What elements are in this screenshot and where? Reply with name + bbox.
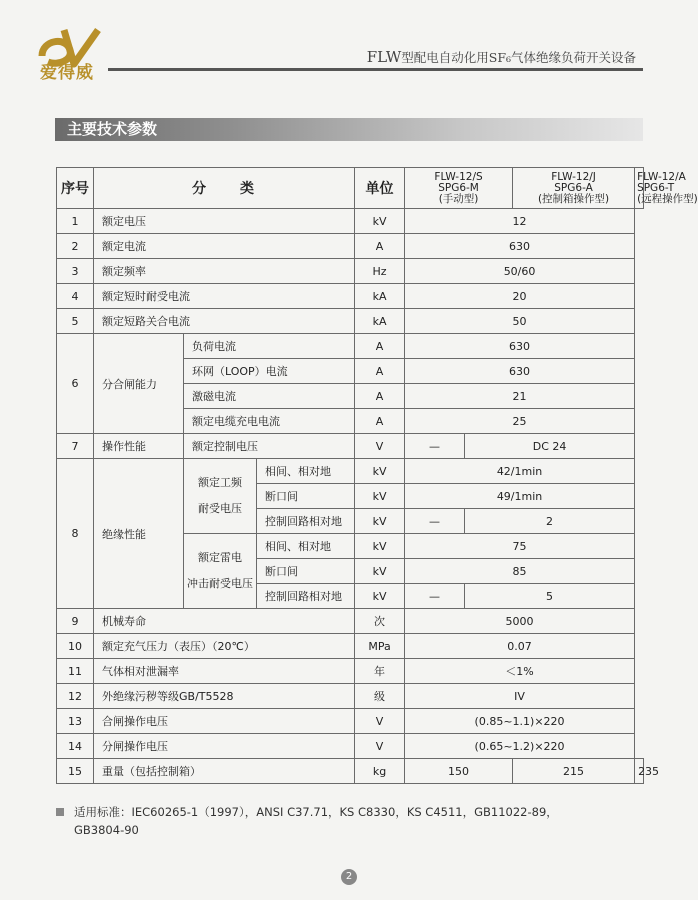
row-unit: kV (355, 509, 405, 534)
row-value: 21 (405, 384, 635, 409)
section-title: 主要技术参数 (67, 120, 158, 138)
row-value-models-ja: DC 24 (465, 434, 635, 459)
row-value-models-ja: 5 (465, 584, 635, 609)
row-number: 1 (57, 209, 94, 234)
row-unit: kA (355, 309, 405, 334)
row-name: 额定短路关合电流 (94, 309, 355, 334)
technical-parameters-table (56, 167, 698, 784)
row-number: 9 (57, 609, 94, 634)
header-model-s: FLW-12/S SPG6-M (手动型) (405, 168, 513, 209)
row-unit: kV (355, 584, 405, 609)
row-name: 气体相对泄漏率 (94, 659, 355, 684)
row-value: (0.65~1.2)×220 (405, 734, 635, 759)
row-number: 8 (57, 459, 94, 609)
company-logo-text: 爱得威 (40, 63, 94, 83)
row-number: 13 (57, 709, 94, 734)
row-number: 7 (57, 434, 94, 459)
row-value: 5000 (405, 609, 635, 634)
row-number: 11 (57, 659, 94, 684)
row-value-model-s: — (405, 434, 465, 459)
row-value: 42/1min (405, 459, 635, 484)
row-number: 5 (57, 309, 94, 334)
row-name: 机械寿命 (94, 609, 355, 634)
row-unit: Hz (355, 259, 405, 284)
table-row (57, 609, 644, 634)
table-row (57, 759, 644, 784)
row-value: 20 (405, 284, 635, 309)
row-unit: V (355, 734, 405, 759)
row-number: 10 (57, 634, 94, 659)
row-value: 0.07 (405, 634, 635, 659)
standards-line-2: GB3804-90 (74, 823, 139, 837)
header-index: 序号 (57, 168, 94, 209)
sub-row-name: 控制回路相对地 (257, 509, 355, 534)
row-number: 3 (57, 259, 94, 284)
table-row (57, 234, 644, 259)
header-category: 分 类 (94, 168, 355, 209)
row-unit: kA (355, 284, 405, 309)
table-row (57, 309, 644, 334)
header-rule (108, 68, 643, 71)
row-value: 630 (405, 359, 635, 384)
row-name: 绝缘性能 (94, 459, 184, 609)
table-row (57, 734, 644, 759)
row-value-models-ja: 2 (465, 509, 635, 534)
row-unit: kg (355, 759, 405, 784)
insulation-group-power-frequency: 额定工频 耐受电压 (184, 459, 257, 534)
row-number: 15 (57, 759, 94, 784)
sub-row-name: 环网（LOOP）电流 (184, 359, 355, 384)
row-name: 额定频率 (94, 259, 355, 284)
row-unit: A (355, 334, 405, 359)
row-unit: A (355, 359, 405, 384)
row-value-model-s: — (405, 584, 465, 609)
row-unit: V (355, 709, 405, 734)
header-model-j: FLW-12/J SPG6-A (控制箱操作型) (513, 168, 635, 209)
header-model-a: FLW-12/A SPG6-T (远程操作型) (635, 168, 644, 209)
sub-row-name: 负荷电流 (184, 334, 355, 359)
table-row (57, 459, 644, 484)
row-name: 重量（包括控制箱） (94, 759, 355, 784)
row-value: 25 (405, 409, 635, 434)
row-value: 50 (405, 309, 635, 334)
row-number: 2 (57, 234, 94, 259)
applicable-standards-note (56, 803, 558, 839)
row-value: 85 (405, 559, 635, 584)
row-unit: MPa (355, 634, 405, 659)
page-number-badge: 2 (341, 869, 357, 885)
document-header-title: FLW型配电自动化用SF₆气体绝缘负荷开关设备 (366, 48, 636, 66)
table-row (57, 634, 644, 659)
row-name: 分合闸能力 (94, 334, 184, 434)
sub-row-name: 断口间 (257, 484, 355, 509)
table-row (57, 659, 644, 684)
row-unit: 次 (355, 609, 405, 634)
row-value-model-s: 150 (405, 759, 513, 784)
row-value-model-s: — (405, 509, 465, 534)
row-value: 630 (405, 334, 635, 359)
table-row (57, 284, 644, 309)
row-name: 额定电压 (94, 209, 355, 234)
standards-line-1: 适用标准：IEC60265-1（1997），ANSI C37.71，KS C8330，KS C4511，GB11022-89， (74, 805, 558, 819)
row-value: (0.85~1.1)×220 (405, 709, 635, 734)
table-row (57, 709, 644, 734)
row-number: 4 (57, 284, 94, 309)
row-value-model-j: 215 (513, 759, 635, 784)
row-unit: kV (355, 209, 405, 234)
row-unit: A (355, 234, 405, 259)
row-value: 50/60 (405, 259, 635, 284)
table-row (57, 684, 644, 709)
sub-row-name: 额定控制电压 (184, 434, 355, 459)
row-name: 分闸操作电压 (94, 734, 355, 759)
row-value: 12 (405, 209, 635, 234)
row-unit: kV (355, 559, 405, 584)
row-value: ＜1% (405, 659, 635, 684)
row-value-model-a: 235 (635, 759, 644, 784)
row-name: 额定电流 (94, 234, 355, 259)
row-name: 外绝缘污秽等级GB/T5528 (94, 684, 355, 709)
row-unit: kV (355, 534, 405, 559)
row-number: 6 (57, 334, 94, 434)
row-value: 49/1min (405, 484, 635, 509)
row-value: IV (405, 684, 635, 709)
row-name: 合闸操作电压 (94, 709, 355, 734)
table-row (57, 434, 644, 459)
insulation-group-lightning-impulse: 额定雷电 冲击耐受电压 (184, 534, 257, 609)
table-row (57, 259, 644, 284)
table-row (57, 209, 644, 234)
sub-row-name: 相间、相对地 (257, 459, 355, 484)
row-value: 75 (405, 534, 635, 559)
row-value: 630 (405, 234, 635, 259)
row-unit: kV (355, 484, 405, 509)
header-unit: 单位 (355, 168, 405, 209)
sub-row-name: 控制回路相对地 (257, 584, 355, 609)
table-row (57, 334, 644, 359)
sub-row-name: 激磁电流 (184, 384, 355, 409)
sub-row-name: 相间、相对地 (257, 534, 355, 559)
bullet-square-icon (56, 808, 64, 816)
row-unit: kV (355, 459, 405, 484)
row-unit: A (355, 384, 405, 409)
row-unit: 年 (355, 659, 405, 684)
sub-row-name: 额定电缆充电电流 (184, 409, 355, 434)
row-unit: A (355, 409, 405, 434)
sub-row-name: 断口间 (257, 559, 355, 584)
row-name: 操作性能 (94, 434, 184, 459)
row-number: 14 (57, 734, 94, 759)
row-name: 额定短时耐受电流 (94, 284, 355, 309)
row-unit: V (355, 434, 405, 459)
table-header-row (57, 168, 644, 209)
row-name: 额定充气压力（表压）（20℃） (94, 634, 355, 659)
row-number: 12 (57, 684, 94, 709)
row-unit: 级 (355, 684, 405, 709)
